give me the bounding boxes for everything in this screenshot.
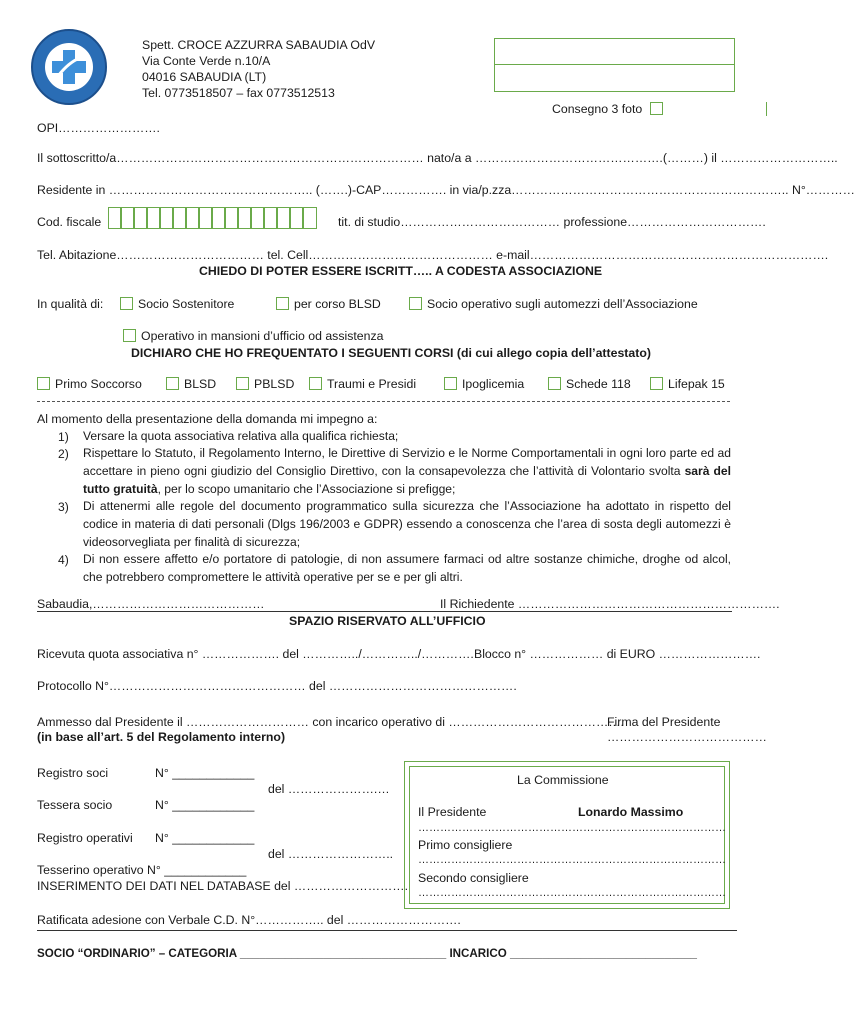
checkbox[interactable] xyxy=(444,377,457,390)
commitment-1: Versare la quota associativa relativa alla qualifica richiesta; xyxy=(83,429,399,443)
study-profession-field[interactable]: tit. di studio………………………………… professione……………………………. xyxy=(338,215,766,229)
admission-field[interactable]: Ammesso dal Presidente il ………………………… con incarico operativo di ……………………………………. xyxy=(37,715,624,729)
contacts-field[interactable]: Tel. Abitazione……………………………… tel. Cell……………………………………… e-mail………………………………………………………………. xyxy=(37,248,829,262)
commitment-2-end: , per lo scopo umanitario che l’Associazione si prefigge; xyxy=(157,481,456,496)
block-euro-field[interactable]: Blocco n° ……………… di EURO ……………………. xyxy=(474,647,761,661)
tax-code-box[interactable] xyxy=(160,207,173,229)
tax-code-box[interactable] xyxy=(186,207,199,229)
applicant-signature[interactable]: Il Richiedente ………………………………………………………. xyxy=(440,597,780,611)
courses-heading: DICHIARO CHE HO FREQUENTATO I SEGUENTI CORSI (di cui allego copia dell’attestato) xyxy=(131,346,651,360)
commitment-3: Di attenermi alle regole del documento programmatico sulla sicurezza che l’Associazione ha adottato in rispetto del codice in materia di dati personali (Dlgs 196/2003 e GDPR) essendo a conoscenza che l’area di sosta degli automezzi è videosorvegliata per finalità di sicurezza; xyxy=(83,499,731,549)
option-ufficio[interactable] xyxy=(123,329,383,343)
members-register-date[interactable]: del ………………….… xyxy=(268,782,390,796)
option-sostenitore[interactable] xyxy=(120,297,234,311)
checkbox[interactable] xyxy=(650,377,663,390)
commission-title: La Commissione xyxy=(517,773,609,787)
photo-checkbox[interactable] xyxy=(650,102,663,115)
checkbox[interactable] xyxy=(120,297,133,310)
stamp-divider xyxy=(494,64,735,65)
section-divider xyxy=(37,401,730,402)
database-entry-field[interactable]: INSERIMENTO DEI DATI NEL DATABASE del ………………………. xyxy=(37,879,409,893)
request-heading: CHIEDO DI POTER ESSERE ISCRITT….. A CODESTA ASSOCIAZIONE xyxy=(199,264,603,278)
course-schede-118[interactable] xyxy=(548,377,631,391)
operatives-register-number[interactable]: N° ____________ xyxy=(155,831,255,845)
member-category-field[interactable]: SOCIO “ORDINARIO” – CATEGORIA ________________________________ INCARICO _____________________________ xyxy=(37,947,697,960)
option-label: per corso BLSD xyxy=(294,297,381,311)
operative-card-field[interactable]: Tesserino operativo N° ____________ xyxy=(37,863,247,877)
course-label: Primo Soccorso xyxy=(55,377,142,391)
member-card-label: Tessera socio xyxy=(37,798,113,812)
logo xyxy=(30,28,108,106)
residence-field[interactable]: Residente in ………………………………………….. (…….)-CAP……………. in via/p.zza………………………………………………………….. N°………… xyxy=(37,183,855,197)
edge-mark xyxy=(766,102,771,116)
members-register-number[interactable]: N° ____________ xyxy=(155,766,255,780)
first-councillor-sign-line[interactable]: ………………………………………………………………………… xyxy=(418,854,726,866)
commitments-intro: Al momento della presentazione della domanda mi impegno a: xyxy=(37,412,378,426)
course-blsd[interactable] xyxy=(166,377,216,391)
course-ipoglicemia[interactable] xyxy=(444,377,524,391)
members-register-label: Registro soci xyxy=(37,766,109,780)
president-signature-label: Firma del Presidente xyxy=(607,715,721,729)
office-divider-top xyxy=(37,611,732,612)
checkbox[interactable] xyxy=(548,377,561,390)
name-birth-field[interactable]: Il sottoscritto/a………………………………………………………………… nato/a a ……………………………………….(………) il ……………………….. xyxy=(37,151,838,165)
course-label: BLSD xyxy=(184,377,217,391)
second-councillor-sign-line[interactable]: ………………………………………………………………………… xyxy=(418,887,726,899)
office-divider-bottom xyxy=(37,930,737,931)
membership-label: In qualità di: xyxy=(37,297,104,311)
option-label: Socio Sostenitore xyxy=(138,297,235,311)
commission-president-label: Il Presidente xyxy=(418,805,487,819)
option-blsd-course[interactable] xyxy=(276,297,381,311)
item-number: 4) xyxy=(58,553,69,567)
addressee-line: Spett. CROCE AZZURRA SABAUDIA OdV xyxy=(142,38,376,52)
operatives-register-label: Registro operativi xyxy=(37,831,133,845)
photo-note-label: Consegno 3 foto xyxy=(552,102,643,116)
course-pblsd[interactable] xyxy=(236,377,294,391)
president-sign-line[interactable]: ………………………………………………………………………… xyxy=(418,822,726,834)
office-heading: SPAZIO RISERVATO ALL’UFFICIO xyxy=(289,614,486,628)
course-traumi[interactable] xyxy=(309,377,416,391)
photo-note xyxy=(552,102,668,116)
tax-code-box[interactable] xyxy=(147,207,160,229)
item-number: 3) xyxy=(58,500,69,514)
checkbox[interactable] xyxy=(276,297,289,310)
member-card-number[interactable]: N° ____________ xyxy=(155,798,255,812)
course-primo-soccorso[interactable] xyxy=(37,377,142,391)
course-label: Lifepak 15 xyxy=(668,377,725,391)
tax-code-box[interactable] xyxy=(212,207,225,229)
tax-code-label: Cod. fiscale xyxy=(37,215,102,229)
tax-code-box[interactable] xyxy=(277,207,290,229)
office-stamp-box xyxy=(494,38,735,92)
course-label: PBLSD xyxy=(254,377,295,391)
commitment-2 xyxy=(83,445,731,498)
city-line: 04016 SABAUDIA (LT) xyxy=(142,70,267,84)
option-operativo[interactable] xyxy=(409,297,698,311)
tax-code-box[interactable] xyxy=(251,207,264,229)
place-date-field[interactable]: Sabaudia,…………………………………… xyxy=(37,597,265,611)
tax-code-box[interactable] xyxy=(173,207,186,229)
address-line: Via Conte Verde n.10/A xyxy=(142,54,271,68)
logo-emblem xyxy=(30,28,108,106)
tax-code-box[interactable] xyxy=(264,207,277,229)
regulation-note: (in base all’art. 5 del Regolamento interno) xyxy=(37,730,286,744)
tax-code-box[interactable] xyxy=(290,207,303,229)
receipt-field[interactable]: Ricevuta quota associativa n° ………………. del …………../…………../…………. xyxy=(37,647,474,661)
phone-line: Tel. 0773518507 – fax 0773512513 xyxy=(142,86,335,100)
tax-code-box[interactable] xyxy=(199,207,212,229)
ratification-field[interactable]: Ratificata adesione con Verbale C.D. N°…………….. del ………………………. xyxy=(37,913,461,927)
checkbox[interactable] xyxy=(236,377,249,390)
first-councillor-label: Primo consigliere xyxy=(418,838,513,852)
commitment-2-text: Rispettare lo Statuto, il Regolamento Interno, le Direttive di Servizio e le Norme Comportamentali in ogni loro parte ed ad accettare in pieno ogni giudizio del Consiglio Direttivo, con la consapevolezza che l’attività di Volontario svolta xyxy=(83,446,731,478)
tax-code-box[interactable] xyxy=(225,207,238,229)
opi-field[interactable]: OPI……………………. xyxy=(37,121,160,135)
option-label: Operativo in mansioni d’ufficio od assistenza xyxy=(141,329,384,343)
item-number: 1) xyxy=(58,430,69,444)
course-label: Schede 118 xyxy=(566,377,631,391)
checkbox[interactable] xyxy=(166,377,179,390)
tax-code-box[interactable] xyxy=(303,207,317,229)
commission-president-name: Lonardo Massimo xyxy=(578,805,684,819)
commitment-4: Di non essere affetto e/o portatore di patologie, di non assumere farmaci od altre sostanze chimiche, droghe od alcol, che potrebbero compromettere le attività operative per se e per gli altri. xyxy=(83,552,731,584)
course-label: Ipoglicemia xyxy=(462,377,525,391)
option-label: Socio operativo sugli automezzi dell’Associazione xyxy=(427,297,698,311)
course-lifepak[interactable] xyxy=(650,377,725,391)
tax-code-box[interactable] xyxy=(134,207,147,229)
commitment-2-emphasis: sarà del tutto gratuità xyxy=(83,463,732,496)
operatives-register-date[interactable]: del …………………….. xyxy=(268,847,394,861)
president-signature-line[interactable]: ………………………………… xyxy=(607,730,767,744)
protocol-field[interactable]: Protocollo N°………………………………………… del ………………………………………. xyxy=(37,679,517,693)
tax-code-box[interactable] xyxy=(108,207,121,229)
item-number: 2) xyxy=(58,447,69,461)
checkbox[interactable] xyxy=(309,377,322,390)
second-councillor-label: Secondo consigliere xyxy=(418,871,529,885)
checkbox[interactable] xyxy=(409,297,422,310)
tax-code-box[interactable] xyxy=(121,207,134,229)
tax-code-box[interactable] xyxy=(238,207,251,229)
checkbox[interactable] xyxy=(37,377,50,390)
course-label: Traumi e Presidi xyxy=(327,377,417,391)
checkbox[interactable] xyxy=(123,329,136,342)
